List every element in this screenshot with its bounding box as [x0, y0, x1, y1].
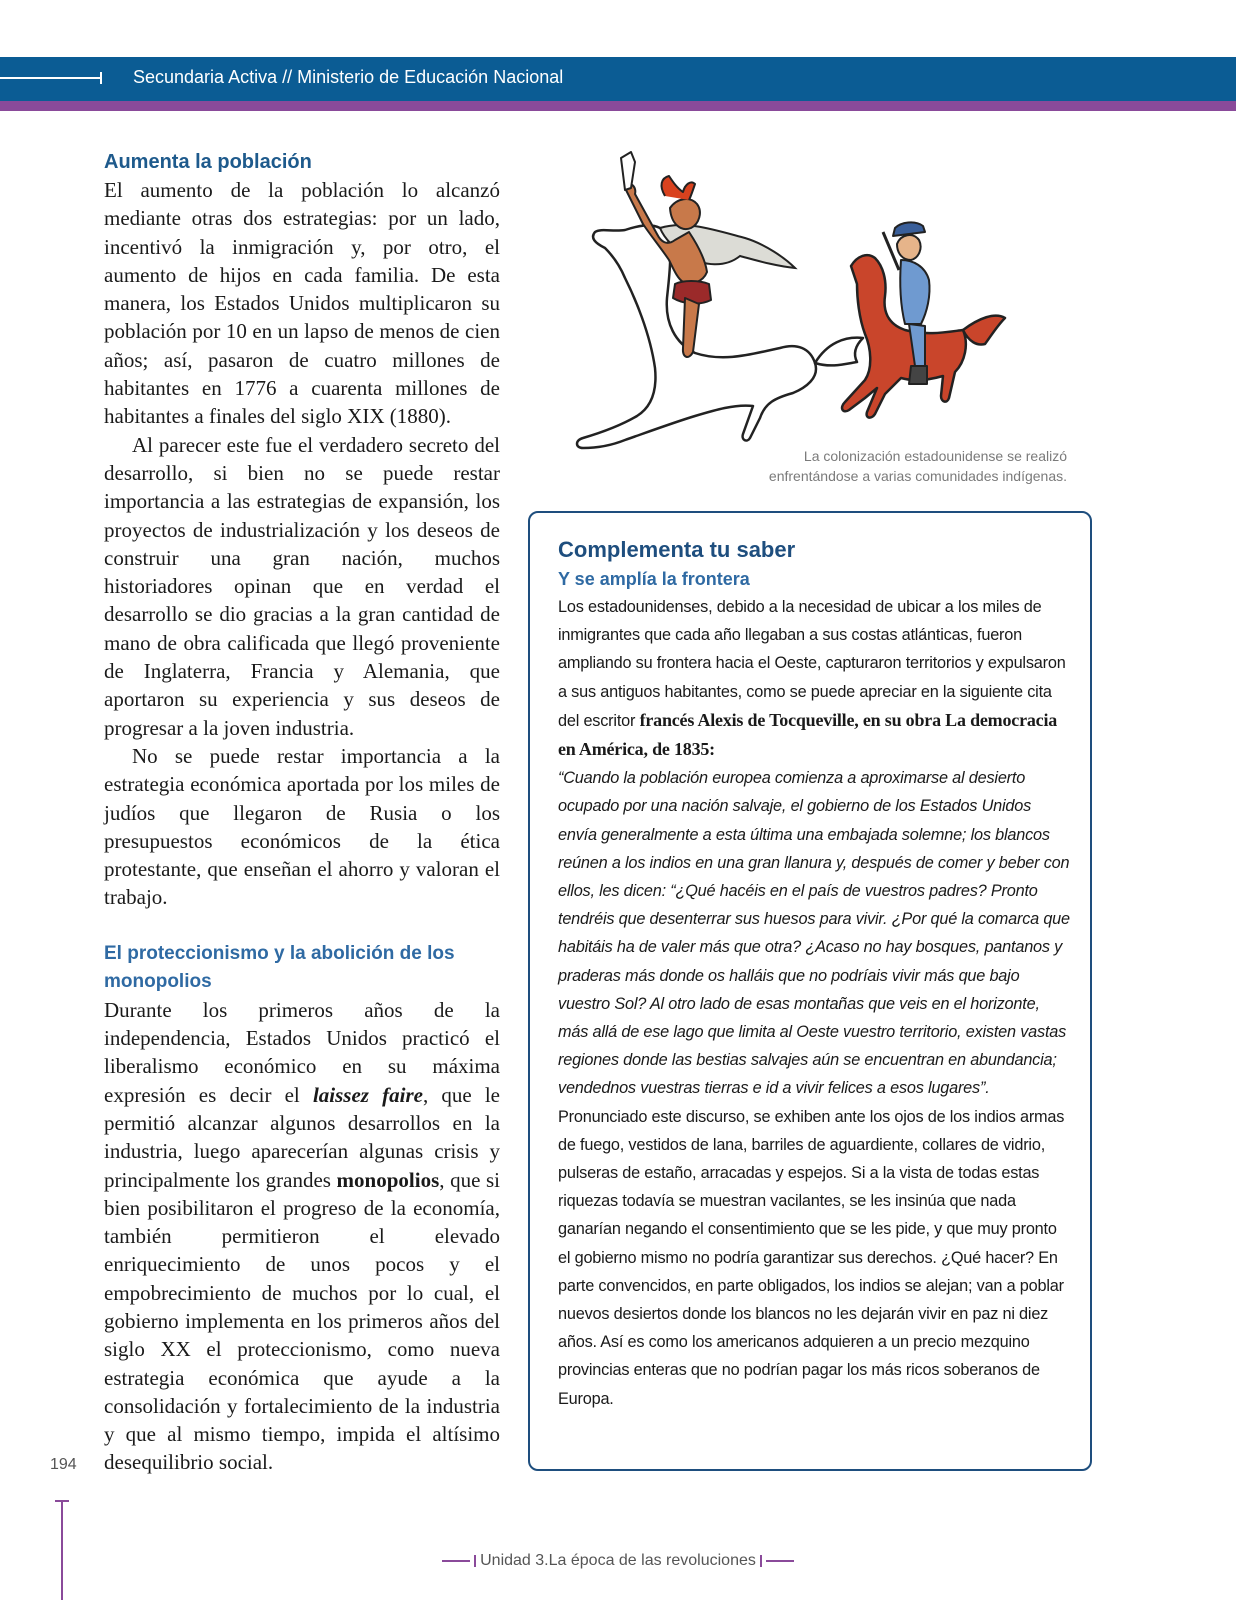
figure-caption: La colonización estadounidense se realizó enfrentándose a varias comunidades indígenas. — [768, 448, 1067, 484]
paragraph-poblacion: El aumento de la población lo alcanzó mediante otras dos estrategias: por un lado, incentivó la inmigración y, por otro, el aumento de hijos en cada familia. De esta manera, los Estados Unidos multiplicaron su población por 10 en un lapso de menos de cien años; así, pasaron de cuatro millones de habitantes en 1776 a cuarenta millones de habitantes a finales del siglo XIX (1880). — [104, 178, 500, 429]
footer — [0, 1552, 1236, 1570]
citation-bold: francés Alexis de Tocqueville, en su obra La democracia en América, de 1835: — [558, 709, 1058, 760]
header-accent-stripe — [0, 101, 1236, 111]
box-intro — [558, 593, 1070, 764]
footer-tick-right — [760, 1555, 762, 1567]
text-run: , que si bien posibilitaron el progreso de la economía, también permitieron el elevado enriquecimiento de unos pocos y el empobrecimiento de muchos por lo cual, el gobierno implementa en los primeros años del siglo XX el proteccionismo, como nueva estrategia económica que ayude a la consolidación y fortalecimiento de la industria y que al mismo tiempo, impida el altísimo desequilibrio social. — [104, 1167, 501, 1475]
page-number: 194 — [50, 1456, 77, 1473]
footer-tick-left — [474, 1555, 476, 1567]
box-outro: Pronunciado este discurso, se exhiben ante los ojos de los indios armas de fuego, vestidos de lana, barriles de aguardiente, collares de vidrio, pulseras de estaño, arracadas y espejos. Si a la vista de todas estas riquezas todavía se muestran vacilantes, se les insinúa que nada ganarían negando el consentimiento que se les pide, y que muy pronto el gobierno mismo no podría garantizar sus derechos. ¿Qué hacer? En parte convencidos, en parte obligados, los indios se alejan; van a poblar nuevos desiertos donde los blancos no les dejarán vivir en paz ni diez años. Así es como los americanos adquieren a un precio mezquino provincias enteras que no podrían pagar los más ricos soberanos de Europa. — [558, 1107, 1065, 1408]
margin-rule — [61, 1500, 63, 1600]
paragraph-estrategia: No se puede restar importancia a la estrategia económica aportada por los miles de judíos que llegaron de Rusia o los presupuestos económicos de la ética protestante, que enseñan el ahorro y valoran el trabajo. — [104, 743, 500, 910]
text-run: Los estadounidenses, debido a la necesidad de ubicar a los miles de inmigrantes que cada año llegaban a sus costas atlánticas, fueron ampliando su frontera hacia el Oeste, capturaron territorios y expulsaron a sus antiguos habitantes, como se puede apreciar en la siguiente cita del escritor — [558, 598, 1066, 730]
section-heading-poblacion: Aumenta la población — [104, 151, 312, 173]
section-heading-proteccionismo: El proteccionismo y la abolición de los monopolios — [104, 942, 455, 992]
complementa-box — [528, 511, 1092, 1471]
header-rule — [0, 77, 100, 79]
term-monopolios: monopolios — [336, 1167, 440, 1192]
colonization-illustration — [565, 148, 1025, 463]
footer-rule-left — [442, 1560, 470, 1562]
box-title: Complementa tu saber — [558, 537, 796, 562]
left-column — [104, 148, 500, 1477]
header-rule-tick — [100, 72, 102, 84]
text-run: Durante los primeros años de la independencia, Estados Unidos practicó el liberalismo económico en su máxima expresión es decir el — [104, 997, 500, 1107]
paragraph-proteccionismo — [104, 996, 500, 1477]
paragraph-secreto: Al parecer este fue el verdadero secreto del desarrollo, si bien no se puede restar importancia a las estrategias de expansión, los proyectos de industrialización y los deseos de construir una gran nación, muchos historiadores opinan que en verdad el desarrollo se dio gracias a la gran cantidad de mano de obra calificada que llegó proveniente de Inglaterra, Francia y Alemania, que aportaron su experiencia y sus deseos de progresar a la joven industria. — [104, 432, 500, 740]
term-laissez-faire: laissez faire — [312, 1082, 423, 1107]
tocqueville-quote: “Cuando la población europea comienza a aproximarse al desierto ocupado por una nación salvaje, el gobierno de los Estados Unidos envía generalmente a esta última una embajada solemne; los blancos reúnen a los indios en una gran llanura y, después de comer y beber con ellos, les dicen: “¿Qué hacéis en el país de vuestros padres? Pronto tendréis que desenterrar sus huesos para vivir. ¿Por qué la comarca que habitáis ha de valer más que otra? ¿Acaso no hay bosques, pantanos y praderas más donde os halláis que no podríais vivir más que bajo vuestro Sol? Al otro lado de esas montañas que veis en el horizonte, más allá de ese lago que limita al Oeste vuestro territorio, existen vastas regiones donde las bestias salvajes aún se encuentran en abundancia; vendednos vuestras tierras e id a vivir felices a esos lugares”. — [558, 769, 1070, 1098]
footer-title: La época de las revoluciones — [548, 1552, 756, 1569]
complementa-box-content — [558, 535, 1070, 1413]
header-title: Secundaria Activa // Ministerio de Educación Nacional — [133, 67, 564, 87]
text-run: , que le permitió alcanzar algunos desarrollos en la industria, luego aparecerían algunas crisis y principalmente los grandes — [104, 1082, 500, 1192]
footer-unit: Unidad 3. — [480, 1552, 549, 1569]
box-subtitle: Y se amplía la frontera — [558, 569, 750, 589]
footer-rule-right — [766, 1560, 794, 1562]
